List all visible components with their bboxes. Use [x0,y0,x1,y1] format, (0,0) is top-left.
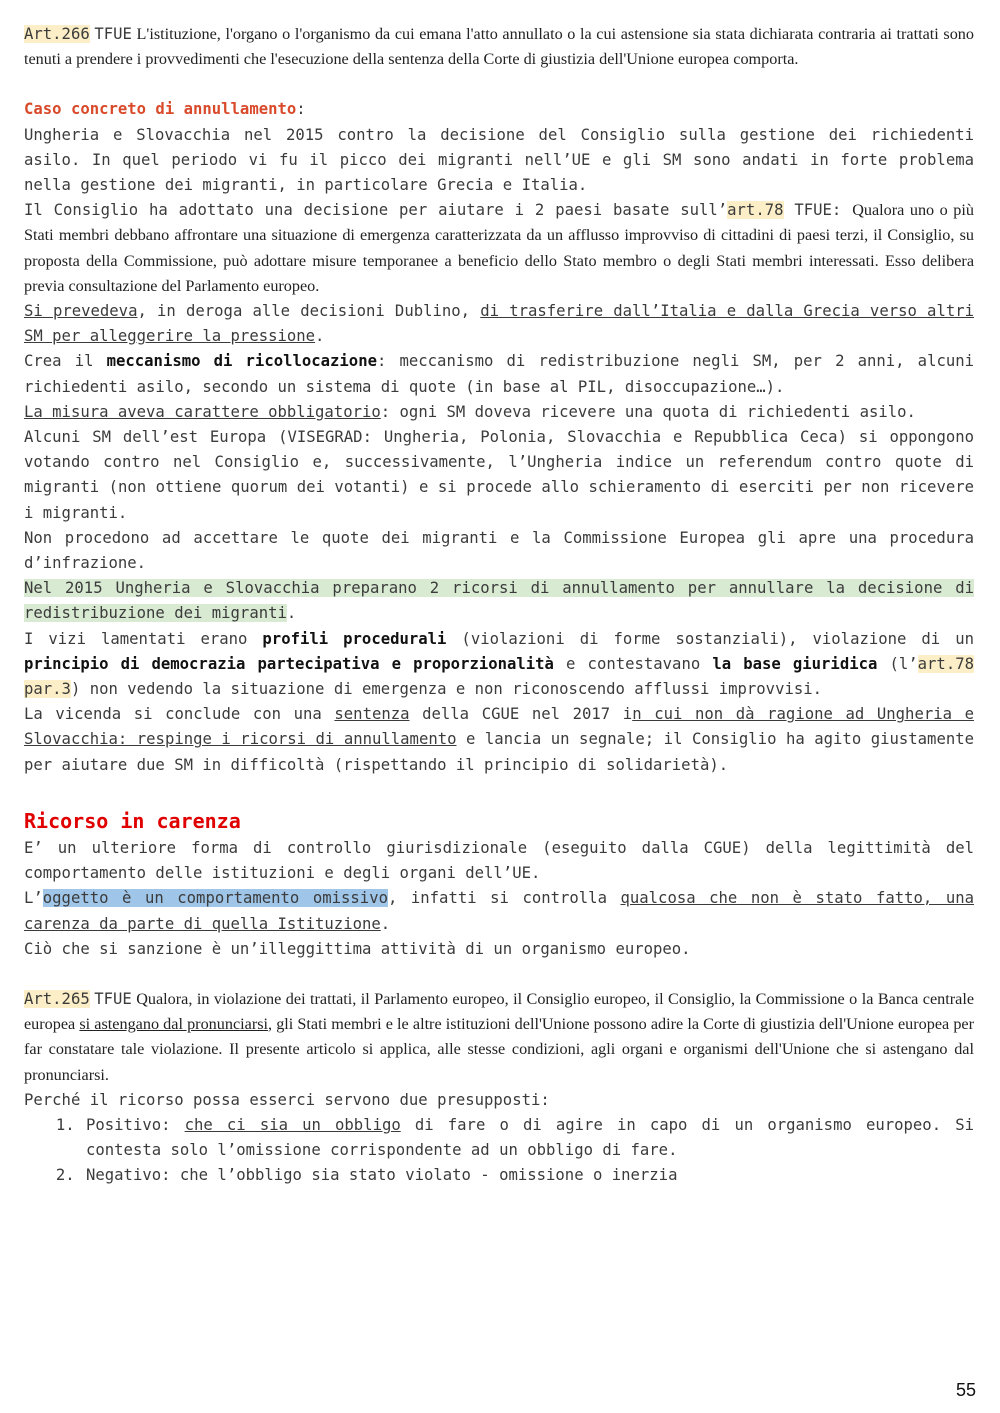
text-run: (l’ [877,654,918,673]
case-paragraph-7: Non procedono ad accettare le quote dei migranti e la Commissione Europea gli apre una procedura d’infrazione. [24,528,974,573]
carenza-paragraph-1: E’ un ulteriore forma di controllo giurisdizionale (eseguito dalla CGUE) della legittimità del comportamento delle istituzioni e degli organi dell’UE. [24,838,974,883]
case-paragraph-5 [24,400,974,425]
carenza-paragraph-3: Ciò che si sanzione è un’illeggittima attività di un organismo europeo. [24,939,691,958]
case-paragraph-1: Ungheria e Slovacchia nel 2015 contro la decisione del Consiglio sulla gestione dei richiedenti asilo. In quel periodo vi fu il picco dei migranti nell’UE e gli SM sono andati in forte problema nella gestione dei migranti, in particolare Grecia e Italia. [24,125,974,195]
list-item [84,1113,974,1163]
text-run: della CGUE nel 2017 i [409,705,633,724]
article-quote: Qualora uno o più Stati membri debbano affrontare una situazione di emergenza caratterizzata da un afflusso improvviso di cittadini di paesi terzi, il Consiglio, su proposta della Commissione, può adottare misure temporanee a beneficio dello Stato membro o degli Stati membri interessati. Esso delibera previa consultazione del Parlamento europeo. [24,201,974,295]
underlined-text: qualcosa che non è stato fatto, una carenza da parte di quella Istituzione [24,889,974,933]
art266-paragraph [24,22,974,72]
underlined-text: si astengano dal pronunciarsi [79,1015,269,1034]
text-run: Il Consiglio ha adottato una decisione per aiutare i 2 paesi basate sull’ [24,201,728,220]
case-paragraph-8 [24,576,974,626]
case-title-colon: : [296,100,306,119]
text-run: , infatti si controlla [387,889,621,908]
case-heading [24,97,974,122]
text-run: L’ [24,889,43,908]
section-heading: Ricorso in carenza [24,808,241,833]
text-run: , gli Stati membri e le altre istituzioni dell'Unione possono adire la Corte di giustizia dell'Unione europea per far constatare tale violazione. Il presente articolo si applica, alle stesse condizioni, agli organi e organismi dell'Unione che si astengano dal pronunciarsi. [24,1015,975,1084]
presupposti-list [24,1113,974,1189]
bold-text: profili procedurali [262,629,447,648]
text-run: Positivo: [86,1115,185,1134]
case-paragraph-2 [24,198,974,299]
underlined-text: Si prevedeva [24,302,138,321]
case-paragraph-9 [24,627,974,703]
text-run: di fare o di agire in capo di un organismo europeo. Si contesta solo l’omissione corrispondente ad un obbligo di fare. [86,1115,974,1160]
text-run: : meccanismo di redistribuzione negli SM, per 2 anni, alcuni richiedenti asilo, secondo un sistema di quote (in base al PIL, disoccupazione…). [24,352,975,396]
highlighted-text: oggetto è un comportamento omissivo [42,889,388,908]
case-paragraph-4 [24,349,974,399]
art265-paragraph [24,987,974,1088]
bold-text: la base giuridica [712,654,878,673]
text-run: e contestavano [553,654,713,673]
article-label: TFUE [94,25,132,43]
underlined-text: che ci sia un obbligo [184,1115,401,1134]
text-run: . [286,604,297,623]
list-item: 2. Negativo: che l’obbligo sia stato violato - omissione o inerzia [84,1163,974,1188]
carenza-paragraph-2 [24,886,974,936]
text-run: , in deroga alle decisioni Dublino, [137,302,481,321]
page-number: 55 [955,1380,976,1400]
presupposti-intro: Perché il ricorso possa esserci servono due presupposti: [24,1090,550,1109]
text-run: Crea il [24,352,107,371]
article-text: L'istituzione, l'organo o l'organismo da cui emana l'atto annullato o la cui astensione sia stata dichiarata contraria ai trattati sono tenuti a prendere i provvedimenti che l'esecuzione della sentenza della Corte di giustizia dell'Unione europea comporta. [24,25,974,69]
text-run: . [315,327,325,346]
article-ref: art.78 [727,201,784,220]
case-paragraph-6: Alcuni SM dell’est Europa (VISEGRAD: Ungheria, Polonia, Slovacchia e Repubblica Ceca) si oppongono votando contro nel Consiglio e, successivamente, l’Ungheria indice un referendum contro quote di migranti (non ottiene quorum dei votanti) e si procede allo schieramento di eserciti per non ricevere i migranti. [24,428,974,522]
text-run: I vizi lamentati erano [24,629,263,648]
underlined-text: La misura aveva carattere obbligatorio [24,402,381,421]
text-run: ) non vedendo la situazione di emergenza e non riconoscendo afflussi improvvisi. [70,680,823,699]
text-run: e lancia un segnale; il Consiglio ha agito giustamente per aiutare due SM in difficoltà (rispettando il principio di solidarietà). [24,730,974,774]
article-ref: Art.266 [24,25,90,43]
article-ref: art.78 par.3 [24,654,974,699]
text-run: Qualora, in violazione dei trattati, il Parlamento europeo, il Consiglio europeo, il Consiglio, la Commissione o la Banca centrale europea [24,989,974,1034]
underlined-text: n cui non dà ragione ad Ungheria e Slovacchia: respinge i ricorsi di annullamento [24,705,974,749]
document-page [24,22,974,1189]
underlined-text: sentenza [334,705,410,724]
bold-text: principio di democrazia partecipativa e proporzionalità [24,654,554,673]
article-label: TFUE [94,989,132,1008]
case-paragraph-3 [24,299,974,349]
text-run: . [380,914,391,933]
underlined-text: di trasferire dall’Italia e dalla Grecia verso altri SM per alleggerire la pressione [24,302,974,346]
highlighted-text: Nel 2015 Ungheria e Slovacchia preparano 2 ricorsi di annullamento per annullare la decisione di redistribuzione dei migranti [24,579,974,623]
article-label: TFUE: [794,201,842,220]
text-run: (violazioni di forme sostanziali), violazione di un [446,629,974,648]
case-paragraph-10 [24,702,974,778]
text-run: : ogni SM doveva ricevere una quota di richiedenti asilo. [380,402,916,421]
text-run: La vicenda si conclude con una [24,705,335,724]
article-ref: Art.265 [24,989,90,1008]
case-title: Caso concreto di annullamento [24,100,297,119]
bold-text: meccanismo di ricollocazione [106,352,377,371]
